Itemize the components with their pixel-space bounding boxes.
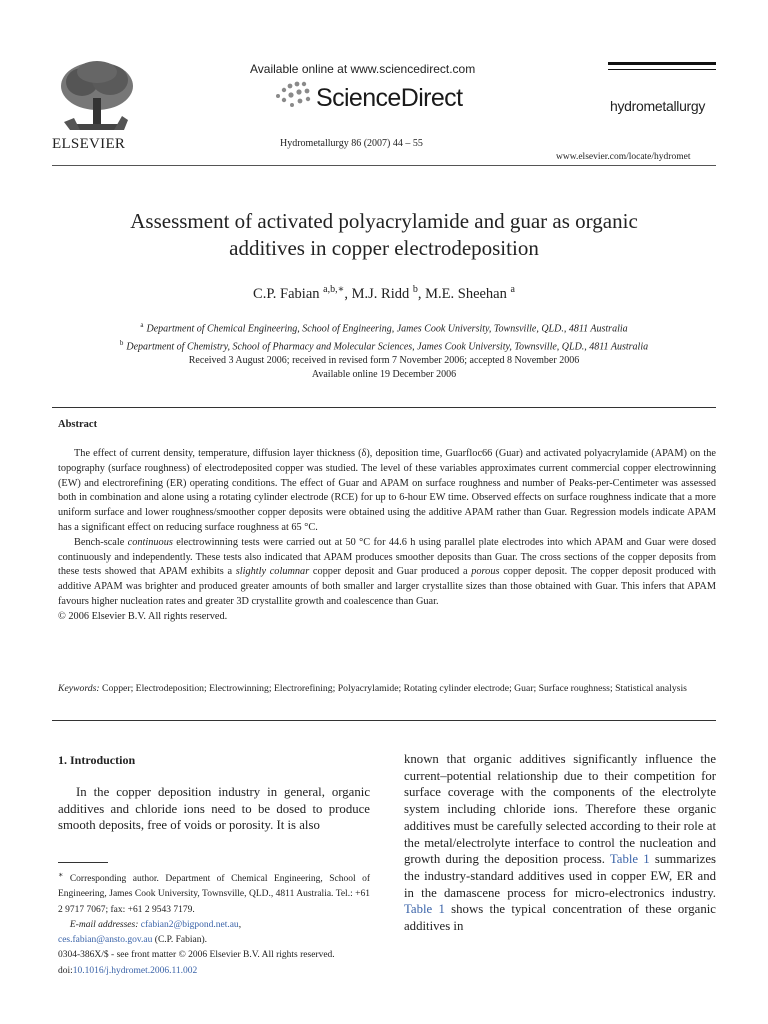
keywords <box>58 682 716 696</box>
table-1-link[interactable]: Table 1 <box>404 902 445 917</box>
journal-rule-thick <box>608 62 716 65</box>
article-dates <box>52 354 716 382</box>
text-run: shows the typical concentration of these organic additives in <box>404 902 716 934</box>
available-online-text: Available online at www.sciencedirect.com <box>250 62 476 76</box>
table-1-link[interactable]: Table 1 <box>609 852 650 867</box>
abstract-top-rule <box>52 407 716 408</box>
author-1-affiliation: a,b, <box>323 284 338 295</box>
doi-link[interactable]: 10.1016/j.hydromet.2006.11.002 <box>72 965 198 976</box>
affiliation-text: Department of Chemical Engineering, School of Engineering, James Cook University, Townsville, QLD., 4811 Australia <box>146 323 628 335</box>
issn-line: 0304-386X/$ - see front matter © 2006 Elsevier B.V. All rights reserved. <box>58 950 335 960</box>
email-link[interactable]: ces.fabian@ansto.gov.au <box>58 934 153 945</box>
email-separator: , <box>238 919 242 930</box>
intro-paragraph: In the copper deposition industry in general, organic additives and chloride ions need to be dosed to produce smooth deposits, free of voids or porosity. It is also <box>58 785 370 833</box>
sciencedirect-logo-icon <box>272 80 314 110</box>
affiliation-mark: b <box>119 339 124 348</box>
email-owner: (C.P. Fabian). <box>152 934 208 945</box>
footnote-rule <box>58 862 108 863</box>
title-line-1: Assessment of activated polyacrylamide and guar as organic <box>130 209 638 233</box>
received-dates: Received 3 August 2006; received in revised form 7 November 2006; accepted 8 November 2006 <box>188 355 580 366</box>
text-run: copper deposit and Guar produced a <box>309 566 472 578</box>
affiliation-text: Department of Chemistry, School of Pharmacy and Molecular Sciences, James Cook University, Townsville, QLD., 4811 Australia <box>126 341 649 353</box>
text-run: known that organic additives significantly influence the current–potential relationship due to their competition for surface coverage with the components of the electrolyte system including chloride ions. Therefore these organic additives must be carefully selected according to their role at the metal/electrolyte interface to control the nucleation and growth during the deposition process. <box>404 752 716 867</box>
text-run: electrowinning tests were carried out at 50 °C for 44.6 h using parallel plate electrodes into which APAM and Guar were dosed continuously and independently. These tests also indicated that APAM produces smoother deposits than Guar. The cross sections of the copper deposits from these tests showed that APAM exhibits a <box>58 536 716 578</box>
doi-line <box>58 964 388 980</box>
title-line-2: additives in copper electrodeposition <box>229 236 539 260</box>
email-link[interactable]: cfabian2@bigpond.net.au <box>140 919 239 930</box>
author-1: C.P. Fabian <box>253 285 324 302</box>
emphasis: porous <box>471 566 500 578</box>
intro-paragraph-continued <box>404 751 716 935</box>
header-divider <box>52 165 716 166</box>
section-heading-introduction: 1. Introduction <box>58 753 136 767</box>
online-date: Available online 19 December 2006 <box>311 369 457 380</box>
text-run: copper deposit. The copper deposit produced with additive APAM was brighter and produced greater amounts of both smaller and larger crystallite sizes than those obtained with Guar. This infers that APAM favours higher nucleation rates and greater 3D crystallite growth and coalescence than Guar. <box>58 566 716 607</box>
doi-label: doi: <box>58 965 73 976</box>
author-2-affiliation: b <box>412 284 418 295</box>
author-list <box>52 284 716 303</box>
abstract-heading: Abstract <box>58 419 98 430</box>
keywords-list: Copper; Electrodeposition; Electrowinning; Electrorefining; Polyacrylamide; Rotating cylinder electrode; Guar; Surface roughness; Statistical analysis <box>99 683 687 694</box>
keywords-label: Keywords: <box>58 683 100 694</box>
author-3-affiliation: a <box>510 284 515 295</box>
affiliation-b <box>52 336 716 354</box>
sciencedirect-brand: ScienceDirect <box>316 84 463 112</box>
footnote-body: Corresponding author. Department of Chemical Engineering, School of Engineering, James Cook University, Townsville, QLD., 4811 Australia. Tel.: +61 2 9717 7067; fax: +61 2 9543 7179. <box>58 874 370 915</box>
abstract-copyright: © 2006 Elsevier B.V. All rights reserved. <box>58 610 228 622</box>
corresponding-author-mark[interactable]: ∗ <box>337 284 345 295</box>
email-label: E-mail addresses: <box>69 919 139 930</box>
journal-rule-thin <box>608 69 716 70</box>
abstract-bottom-rule <box>52 720 716 721</box>
journal-url[interactable]: www.elsevier.com/locate/hydromet <box>556 152 691 162</box>
journal-name: hydrometallurgy <box>610 98 706 114</box>
affiliations <box>52 318 716 355</box>
article-title <box>52 208 716 262</box>
right-column <box>404 751 716 935</box>
emphasis: continuous <box>127 536 173 548</box>
affiliation-a <box>52 318 716 336</box>
corresponding-author-footnote <box>58 867 370 948</box>
footnote-mark: ∗ <box>58 870 64 879</box>
author-2: , M.J. Ridd <box>344 285 413 302</box>
affiliation-mark: a <box>140 321 144 329</box>
footnote-emails <box>58 918 370 948</box>
footnote-text <box>58 867 370 918</box>
abstract-paragraph-1: The effect of current density, temperature, diffusion layer thickness (δ), deposition time, Guarfloc66 (Guar) and activated polyacrylamide (APAM) on the topography (surface roughness) of electrodeposited copper was studied. The level of these variables approximates current commercial copper electrowinning (EW) and electrorefining (ER) operating conditions. The effect of Guar and APAM on surface roughness and number of Peaks-per-Centimeter was assessed both in combination and alone using a rotating cylinder electrode (RCE) for up to 6-hour EW time. Observed effects on surface roughness indicate that a more uniform surface and lower roughness/smoother copper deposits were obtained using the additive APAM rather than Guar. Regression models indicate APAM has a significant effect on reducing surface roughness at 65 °C. <box>58 448 716 533</box>
abstract-paragraph-2 <box>58 536 716 610</box>
page-footer <box>58 948 388 979</box>
left-column <box>58 784 370 834</box>
emphasis: slightly columnar <box>235 566 310 578</box>
text-run: summarizes the industry-standard additives used in copper EW, ER and in the damascene process for micro-electronics industry. <box>404 852 716 900</box>
publisher-name: ELSEVIER <box>52 136 126 152</box>
elsevier-tree-logo <box>52 58 142 138</box>
abstract-body <box>58 447 716 625</box>
text-run: Bench-scale <box>74 536 128 548</box>
journal-citation: Hydrometallurgy 86 (2007) 44 – 55 <box>280 138 423 149</box>
author-3: , M.E. Sheehan <box>417 285 511 302</box>
